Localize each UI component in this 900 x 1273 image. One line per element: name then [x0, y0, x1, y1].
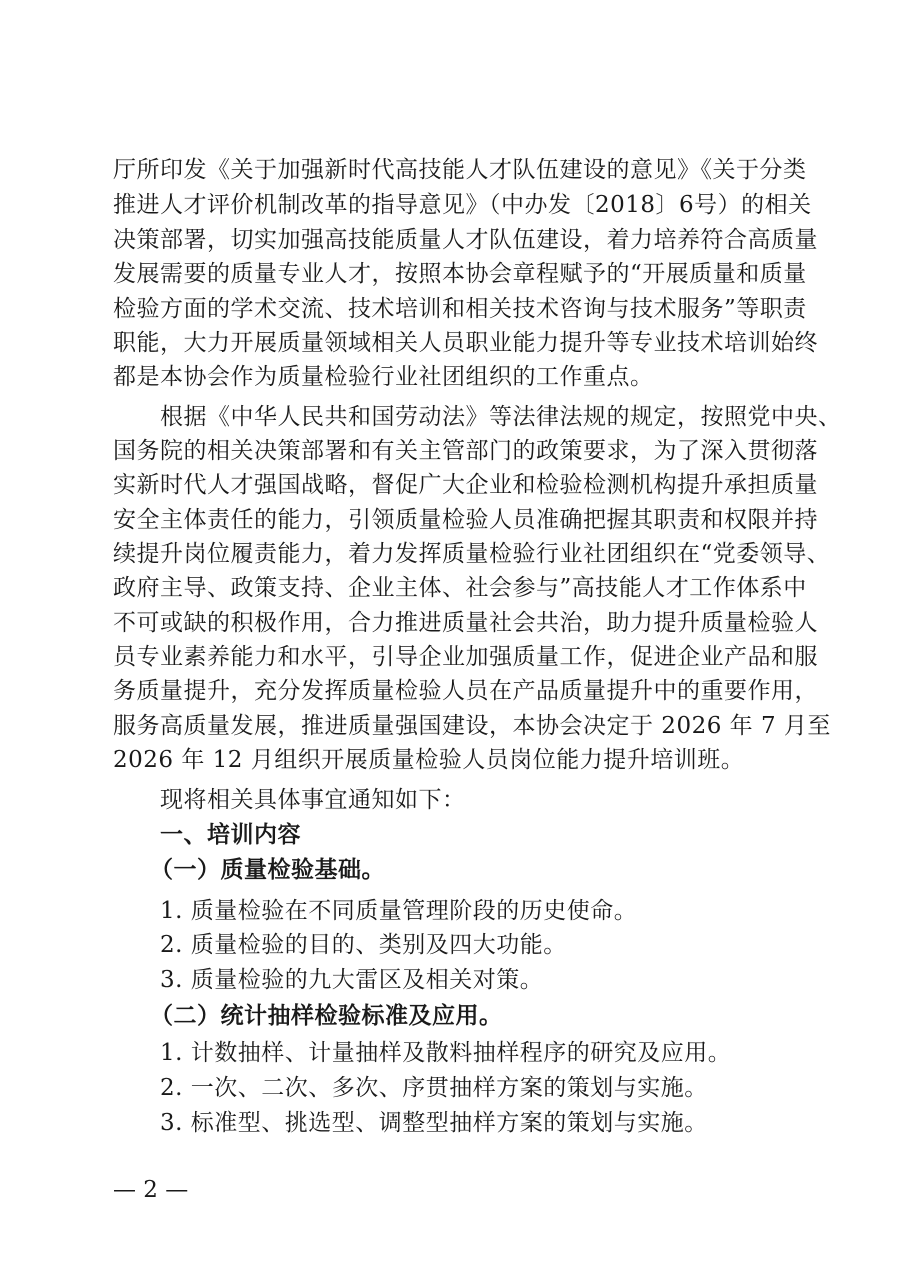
paragraph-1-line-1: 厅所印发《关于加强新时代高技能人才队伍建设的意见》《关于分类	[113, 157, 807, 183]
paragraph-2-line-9: 务质量提升，充分发挥质量检验人员在产品质量提升中的重要作用，	[113, 678, 818, 704]
paragraph-2-line-8: 员专业素养能力和水平，引导企业加强质量工作，促进企业产品和服	[113, 644, 818, 670]
paragraph-2-line-5: 续提升岗位履责能力，着力发挥质量检验行业社团组织在“党委领导、	[113, 541, 831, 567]
subsection-1-title: （一）质量检验基础。	[150, 856, 385, 883]
paragraph-2-line-3: 实新时代人才强国战略，督促广大企业和检验检测机构提升承担质量	[113, 472, 818, 498]
subsection-2-item-3: 3. 标准型、挑选型、调整型抽样方案的策划与实施。	[160, 1110, 708, 1136]
paragraph-1-line-5: 检验方面的学术交流、技术培训和相关技术咨询与技术服务”等职责	[113, 296, 807, 322]
notice-line: 现将相关具体事宜通知如下：	[160, 787, 466, 813]
paragraph-2-line-4: 安全主体责任的能力，引领质量检验人员准确把握其职责和权限并持	[113, 507, 818, 533]
paragraph-2-line-7: 不可或缺的积极作用，合力推进质量社会共治，助力提升质量检验人	[113, 610, 818, 636]
subsection-1-item-1: 1. 质量检验在不同质量管理阶段的历史使命。	[160, 898, 638, 924]
paragraph-1-line-4: 发展需要的质量专业人才，按照本协会章程赋予的“开展质量和质量	[113, 261, 807, 287]
subsection-2-item-1: 1. 计数抽样、计量抽样及散料抽样程序的研究及应用。	[160, 1040, 732, 1066]
paragraph-1-line-6: 职能，大力开展质量领域相关人员职业能力提升等专业技术培训始终	[113, 330, 818, 356]
section-1-title: 一、培训内容	[160, 822, 301, 848]
paragraph-1-line-7: 都是本协会作为质量检验行业社团组织的工作重点。	[113, 364, 654, 390]
paragraph-2-line-10: 服务高质量发展，推进质量强国建设，本协会决定于 2026 年 7 月至	[113, 713, 831, 739]
paragraph-2-line-11: 2026 年 12 月组织开展质量检验人员岗位能力提升培训班。	[113, 747, 745, 773]
page-number: — 2 —	[113, 1177, 189, 1203]
paragraph-2-line-6: 政府主导、政策支持、企业主体、社会参与”高技能人才工作体系中	[113, 575, 807, 601]
paragraph-1-line-2: 推进人才评价机制改革的指导意见》（中办发〔2018〕6号）的相关	[113, 192, 812, 218]
subsection-1-item-2: 2. 质量检验的目的、类别及四大功能。	[160, 932, 567, 958]
subsection-1-item-3: 3. 质量检验的九大雷区及相关对策。	[160, 967, 544, 993]
subsection-2-item-2: 2. 一次、二次、多次、序贯抽样方案的策划与实施。	[160, 1075, 708, 1101]
subsection-2-title: （二）统计抽样检验标准及应用。	[150, 1002, 503, 1029]
paragraph-1-line-3: 决策部署，切实加强高技能质量人才队伍建设，着力培养符合高质量	[113, 227, 818, 253]
paragraph-2-line-1: 根据《中华人民共和国劳动法》等法律法规的规定，按照党中央、	[160, 404, 842, 430]
paragraph-2-line-2: 国务院的相关决策部署和有关主管部门的政策要求，为了深入贯彻落	[113, 438, 818, 464]
